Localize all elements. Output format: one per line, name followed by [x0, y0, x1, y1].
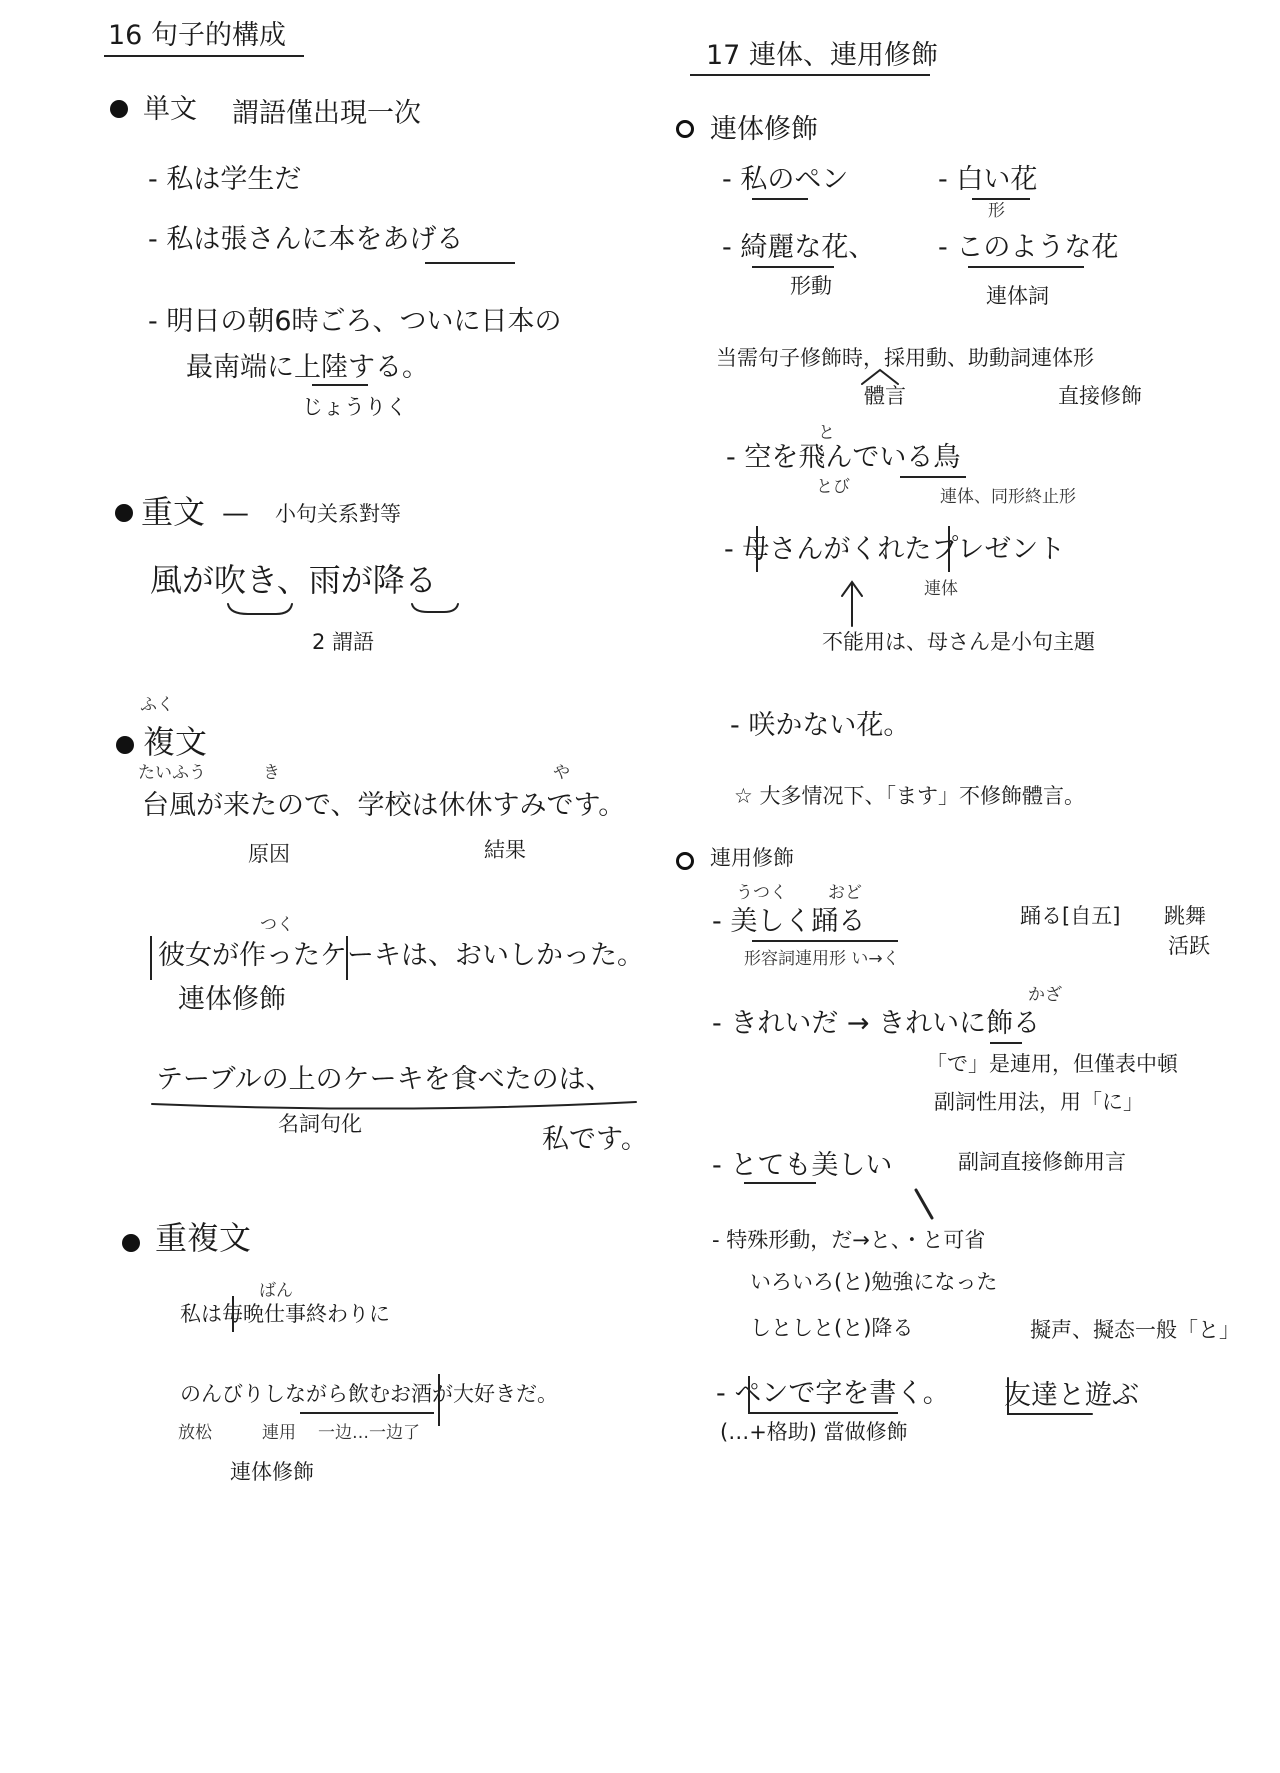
renyou-example-4-note: 擬声、擬态一般「と」: [1030, 1318, 1240, 1342]
renyou-example-2-note-2: 副詞性用法，用「に」: [934, 1090, 1144, 1114]
juufukubun-example-a: 私は毎晩仕事終わりに: [180, 1302, 390, 1326]
fukubun-title: 複文: [143, 723, 208, 761]
renyou-example-3-note: 副詞直接修飾用言: [958, 1150, 1126, 1174]
tanbun-reading: じょうりく: [302, 395, 407, 419]
renyou-example-1: - 美しく踊る: [712, 906, 866, 937]
juufukubun-note: 連体修飾: [230, 1460, 314, 1484]
right-heading: 17 連体、連用修飾: [706, 40, 938, 71]
renyou-example-5: - ペンで字を書く。: [716, 1378, 950, 1409]
renyou-side-1: 踊る[自五]: [1020, 904, 1121, 928]
fukubun-example-3: テーブルの上のケーキを食べたのは、: [156, 1064, 613, 1095]
underline-table: [152, 1102, 636, 1109]
renyou-ruby-kaza: かざ: [1028, 985, 1062, 1005]
juubun-dash: —: [222, 498, 249, 529]
rentai-example-5: - 空を飛んでいる鳥: [726, 442, 961, 473]
fukubun-example-2: 彼女が作ったケーキは、おいしかった。: [158, 940, 644, 971]
rentai-rule: 当需句子修飾時，採用動、助動詞連体形: [716, 346, 1094, 370]
renyou-example-4: - 特殊形動，だ→と、・と可省: [712, 1228, 986, 1252]
tanbun-note: 謂語僅出現一次: [232, 98, 421, 129]
tanbun-example-3b: 最南端に上陸する。: [186, 352, 429, 383]
fukubun-ruby: ふく: [140, 695, 174, 715]
renyou-example-4b: いろいろ(と)勉強になった: [750, 1270, 998, 1294]
renyou-ruby-odo: おど: [828, 883, 862, 903]
juubun-example: 風が吹き、雨が降る: [150, 561, 437, 599]
rentai-ruby-to: と: [818, 423, 835, 443]
rentai-example-5-reading: とび: [816, 477, 850, 497]
rentai-rule-note-2: 直接修飾: [1058, 384, 1142, 408]
tanbun-example-2: - 私は張さんに本をあげる: [148, 224, 464, 255]
juufukubun-annotation-2: 連用: [262, 1423, 296, 1443]
rentai-example-3: - 綺麗な花、: [722, 232, 876, 263]
rentai-example-4: - このような花: [938, 232, 1119, 263]
rentai-star-note: ☆ 大多情况下、「ます」不修飾體言。: [734, 784, 1085, 808]
fukubun-ruby-ya: や: [553, 763, 570, 783]
rentai-title: 連体修飾: [710, 114, 818, 145]
juubun-title: 重文: [141, 493, 206, 531]
rentai-example-3-note: 形動: [790, 274, 832, 298]
fukubun-example-1: 台風が来たので、学校は休休すみです。: [142, 790, 626, 821]
fukubun-example-3-end: 私です。: [542, 1124, 648, 1155]
left-heading: 16 句子的構成: [108, 20, 286, 51]
renyou-example-1-note: 形容詞連用形 い→く: [744, 949, 900, 969]
rentai-example-6: - 母さんがくれたプレゼント: [724, 534, 1066, 565]
brace-furu: [412, 604, 458, 612]
renyou-side-2: 跳舞: [1164, 904, 1206, 928]
fukubun-cause: 原因: [248, 842, 290, 866]
rentai-example-5-note: 連体、同形終止形: [940, 487, 1076, 507]
fukubun-result: 結果: [484, 838, 526, 862]
juufukubun-example-b: のんびりしながら飲むお酒が大好きだ。: [180, 1382, 558, 1406]
renyou-title: 連用修飾: [710, 846, 794, 870]
rentai-example-2-note: 形: [988, 201, 1005, 221]
fukubun-ruby-tsuku: つく: [260, 915, 294, 935]
renyou-example-3: - とても美しい: [712, 1150, 893, 1181]
rentai-example-6-note: 連体: [924, 579, 958, 599]
fukubun-example-3-note: 名詞句化: [278, 1112, 362, 1136]
renyou-side-3: 活跃: [1168, 934, 1210, 958]
juubun-note-2: 2 謂語: [312, 630, 375, 654]
juufukubun-annotation-3: 一边…一边了: [318, 1423, 420, 1443]
renyou-example-5-note: (…+格助) 當做修飾: [720, 1420, 908, 1444]
fukubun-ruby-ki: き: [263, 763, 280, 783]
brace-fuki: [228, 604, 292, 614]
tanbun-example-3a: - 明日の朝6時ごろ、ついに日本の: [148, 306, 562, 337]
juufukubun-ruby-ban: ばん: [259, 1281, 293, 1301]
bracket-tomodachi: [1008, 1378, 1092, 1414]
rentai-example-4-note: 連体詞: [986, 284, 1049, 308]
renyou-example-2-note-1: 「で」是連用，但僅表中頓: [926, 1052, 1178, 1076]
pen-mark: [916, 1190, 932, 1218]
rentai-example-6-arrow-note: 不能用は、母さん是小句主題: [822, 630, 1095, 654]
rentai-example-1: - 私のペン: [722, 164, 849, 195]
tanbun-title: 単文: [143, 94, 197, 125]
juubun-note: 小句关系對等: [275, 502, 401, 526]
tanbun-example-1: - 私は学生だ: [148, 164, 302, 195]
rentai-example-7: - 咲かない花。: [730, 710, 911, 741]
caret-mark: [862, 370, 898, 384]
renyou-example-5-side: 友達と遊ぶ: [1004, 1380, 1139, 1411]
fukubun-ruby-taifu: たいふう: [138, 763, 206, 783]
juufukubun-title: 重複文: [155, 1219, 252, 1257]
renyou-example-4c: しとしと(と)降る: [750, 1316, 914, 1340]
renyou-example-2: - きれいだ → きれいに飾る: [712, 1008, 1041, 1039]
renyou-ruby-utsuku: うつく: [736, 883, 787, 903]
juufukubun-annotation-1: 放松: [178, 1423, 212, 1443]
rentai-example-2: - 白い花: [938, 164, 1038, 195]
fukubun-example-2-note: 連体修飾: [178, 984, 286, 1015]
rentai-rule-note-1: 體言: [864, 384, 906, 408]
